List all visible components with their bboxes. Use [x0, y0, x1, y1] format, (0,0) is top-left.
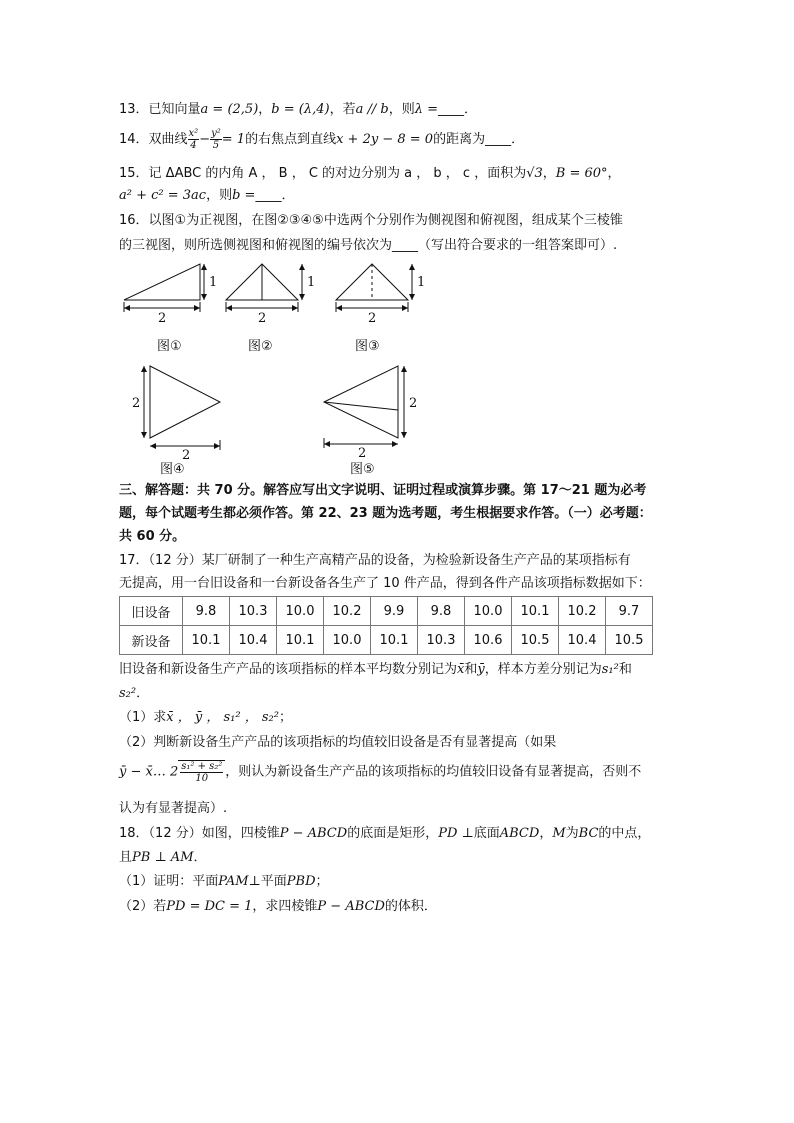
fig1-height-label: 1 [209, 275, 218, 290]
q18-text-b: 的底面是矩形， [347, 826, 439, 841]
q14-end: ． [511, 132, 525, 147]
table-cell: 9.7 [606, 597, 653, 626]
table-cell: 10.1 [183, 626, 230, 655]
q17-and2: 和 [618, 662, 632, 677]
q18-end: ． [193, 850, 207, 865]
question-18-part1 [119, 872, 329, 892]
frac-num: y² [211, 128, 221, 139]
table-cell: 9.9 [371, 597, 418, 626]
question-17-part1 [119, 708, 292, 728]
fig5-caption: 图⑤ [350, 462, 375, 477]
table-cell: 10.5 [512, 626, 559, 655]
question-17-part2-line3: 认为有显著提高）. [119, 801, 228, 816]
section3-line1: 三、解答题：共 70 分。解答应写出文字说明、证明过程或演算步骤。第 17～21 题为必考 [119, 483, 647, 498]
line-equation: x + 2y − 8 = 0 [336, 132, 434, 147]
question-18-part2 [119, 897, 437, 917]
fig4-width-label: 2 [182, 448, 191, 463]
s1-squared: s₁² [601, 662, 619, 677]
question-15-line1 [119, 164, 621, 184]
figure-1 [118, 258, 218, 328]
question-17-after-table-2 [119, 684, 149, 704]
angle-b: B = 60° [555, 166, 608, 181]
q18-text-c: 底面 [473, 826, 500, 841]
q18-text-f: 的中点， [598, 826, 651, 841]
fig5-width-label: 2 [358, 446, 367, 461]
fig4-caption: 图④ [160, 462, 185, 477]
frac-den: 10 [195, 773, 209, 784]
minus: − [199, 132, 211, 147]
question-17-after-table [119, 660, 632, 680]
answer-blank: ____ [437, 102, 464, 117]
q15-text: 15．记 ΔABC 的内角 A ， B ， C 的对边分别为 a ， b ， c ，面积为 [119, 166, 527, 181]
question-18-line2 [119, 848, 207, 868]
segment-bc: BC [578, 826, 599, 841]
table-cell: 10.3 [418, 626, 465, 655]
figure-4 [128, 360, 238, 463]
figure-5 [318, 360, 428, 460]
frac-num: s₁² + s₂² [181, 761, 223, 772]
q13-end: ． [463, 102, 477, 117]
table-cell: 10.1 [371, 626, 418, 655]
frac-den: 4 [190, 140, 197, 151]
fig2-caption: 图② [248, 339, 273, 354]
sqrt-expression [178, 760, 225, 784]
question-16-line1: 16．以图①为正视图，在图②③④⑤中选两个分别作为侧视图和俯视图，组成某个三棱锥 [119, 213, 623, 228]
table-cell: 10.4 [230, 626, 277, 655]
base-abcd: ABCD [499, 826, 540, 841]
question-13 [119, 100, 477, 120]
table-cell: 10.0 [465, 597, 512, 626]
fig3-width-label: 2 [368, 311, 377, 326]
table-cell: 10.5 [606, 626, 653, 655]
b-equals: b = [232, 188, 256, 203]
pyramid-label-2: P − ABCD [317, 899, 385, 914]
table-cell: 10.2 [559, 597, 606, 626]
q18-part2-end: 的体积． [384, 899, 437, 914]
question-14 [119, 128, 524, 151]
equals-one: = 1 [221, 132, 246, 147]
q17-text-b: ，样本方差分别记为 [484, 662, 602, 677]
perp-symbol: ⊥ [248, 874, 261, 889]
fig5-height-label: 2 [409, 396, 418, 411]
fraction-x2-4 [188, 128, 200, 151]
pb-perp-am: PB ⊥ AM [132, 850, 194, 865]
question-18-line1 [119, 824, 650, 844]
q14-text-c: 的距离为 [433, 132, 486, 147]
sqrt-3: √3 [526, 166, 543, 181]
table-cell: 10.3 [230, 597, 277, 626]
q13-text-b: ，若 [329, 102, 356, 117]
row-label: 新设备 [120, 626, 183, 655]
q18-part1-end: ； [315, 874, 329, 889]
section3-line3: 共 60 分。 [119, 529, 186, 544]
s2-squared: s₂² [119, 686, 137, 701]
answer-blank: ____ [485, 132, 512, 147]
lambda: λ = [414, 102, 438, 117]
q18-part2-text: （2）若 [119, 899, 167, 914]
data-table [119, 596, 653, 655]
q18-text-g: 且 [119, 850, 133, 865]
table-cell: 9.8 [183, 597, 230, 626]
vector-b: b = (λ,4) [271, 102, 330, 117]
question-17-part2-line2 [119, 760, 641, 784]
parallel-condition: a // b [355, 102, 389, 117]
section3-line2: 题，每个试题考生都必须作答。第 22、23 题为选考题，考生根据要求作答。（一）必考题： [119, 506, 652, 521]
fig2-height-label: 1 [307, 275, 316, 290]
q15-text-b: ，则 [206, 188, 233, 203]
pyramid-label: P − ABCD [279, 826, 348, 841]
table-cell: 10.1 [512, 597, 559, 626]
q18-sep: ， [539, 826, 553, 841]
variance-fraction [180, 761, 223, 784]
q15-sep: ， [542, 166, 556, 181]
q18-text: 18．（12 分）如图，四棱锥 [119, 826, 280, 841]
q17-text: 旧设备和新设备生产产品的该项指标的样本平均数分别记为 [119, 662, 458, 677]
q18-part1-text-b: 平面 [260, 874, 287, 889]
q18-text-e: 为 [565, 826, 579, 841]
q17-part2-text: ，则认为新设备生产产品的该项指标的均值较旧设备有显著提高，否则不 [225, 764, 642, 780]
question-17-line2: 无提高，用一台旧设备和一台新设备各生产了 10 件产品，得到各件产品该项指标数据如下： [119, 576, 651, 591]
q13-text: 13．已知向量 [119, 102, 201, 117]
table-row [120, 626, 653, 655]
table-cell: 9.8 [418, 597, 465, 626]
q15-end: ． [281, 188, 295, 203]
frac-den: 5 [212, 140, 220, 151]
table-cell: 10.0 [324, 626, 371, 655]
plane-pbd: PBD [286, 874, 316, 889]
q15-sep2: ， [607, 166, 621, 181]
table-cell: 10.1 [277, 626, 324, 655]
table-row [120, 597, 653, 626]
fraction-y2-5 [210, 128, 222, 151]
figure-2 [220, 258, 320, 328]
q13-text-c: ，则 [388, 102, 415, 117]
frac-num: x² [188, 128, 199, 139]
question-17-line1: 17．（12 分）某厂研制了一种生产高精产品的设备，为检验新设备生产产品的某项指标有 [119, 553, 631, 568]
q17-part1-end: ； [278, 710, 292, 725]
q14-text: 14．双曲线 [119, 132, 188, 147]
table-cell: 10.0 [277, 597, 324, 626]
pd-perp: PD ⊥ [438, 826, 474, 841]
question-15-line2 [119, 186, 294, 206]
q18-part1-text: （1）证明：平面 [119, 874, 219, 889]
point-m: M [552, 826, 566, 841]
side-equation: a² + c² = 3ac [119, 188, 207, 203]
q17-part1-text: （1）求 [119, 710, 167, 725]
table-cell: 10.6 [465, 626, 512, 655]
q18-part2-text-b: ，求四棱锥 [252, 899, 318, 914]
part1-variables: x̄ ， ȳ ， s₁² ， s₂² [166, 710, 279, 725]
fig4-height-label: 2 [132, 396, 141, 411]
q13-sep: ， [258, 102, 272, 117]
answer-blank: ____ [255, 188, 282, 203]
x-bar: x̄ [457, 662, 465, 677]
q17-and: 和 [464, 662, 478, 677]
fig3-caption: 图③ [355, 339, 380, 354]
vector-a: a = (2,5) [200, 102, 259, 117]
table-cell: 10.4 [559, 626, 606, 655]
inequality-expression: ȳ − x̄… 2 [119, 764, 179, 780]
question-16-line2: 的三视图，则所选侧视图和俯视图的编号依次为____（写出符合要求的一组答案即可）. [119, 238, 618, 253]
pd-dc-condition: PD = DC = 1 [166, 899, 253, 914]
fig1-caption: 图① [157, 339, 182, 354]
row-label: 旧设备 [120, 597, 183, 626]
question-17-part2-line1: （2）判断新设备生产产品的该项指标的均值较旧设备是否有显著提高（如果 [119, 735, 557, 750]
q14-text-b: 的右焦点到直线 [245, 132, 337, 147]
q17-end: ． [136, 686, 150, 701]
y-bar: ȳ [477, 662, 485, 677]
fig3-height-label: 1 [417, 275, 426, 290]
fig1-width-label: 2 [158, 311, 167, 326]
plane-pam: PAM [218, 874, 249, 889]
fig2-width-label: 2 [258, 311, 267, 326]
figure-3 [330, 258, 430, 328]
table-cell: 10.2 [324, 597, 371, 626]
